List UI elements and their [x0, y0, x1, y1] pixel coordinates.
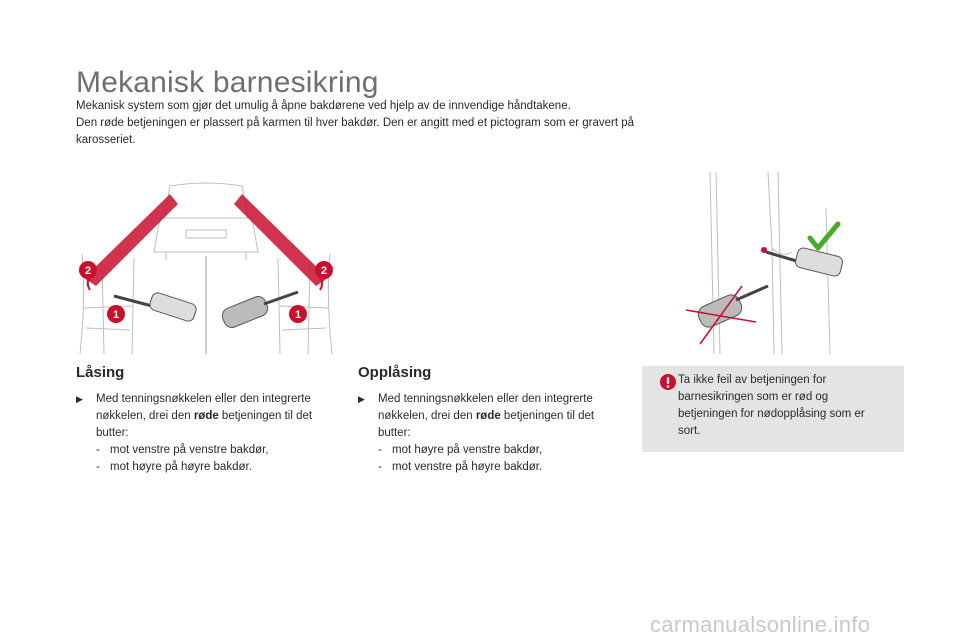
list-item: - mot venstre på venstre bakdør,: [96, 444, 269, 456]
unlocking-text-bold: røde: [475, 410, 501, 422]
warning-text: Ta ikke feil av betjeningen for barnesikringen som er rød og betjeningen for nødopplåsing som er sort.: [678, 374, 865, 437]
callout-2-left-icon: [79, 261, 97, 279]
child-lock-diagram: [74, 178, 338, 354]
callout-1-left-icon: [107, 305, 125, 323]
list-item: - mot høyre på høyre bakdør.: [96, 461, 252, 473]
unlocking-section: [358, 364, 618, 476]
unlocking-instruction: [358, 391, 618, 442]
page-title: Mekanisk barnesikring: [76, 66, 379, 99]
svg-text:1: 1: [294, 309, 302, 321]
callout-2-right-icon: [315, 261, 333, 279]
locking-text-b: betjeningen til det butter:: [96, 410, 313, 439]
unlocking-text-a: Med tenningsnøkkelen eller den integrerte nøkkelen, drei den: [378, 393, 593, 422]
list-item: - mot venstre på høyre bakdør.: [378, 461, 543, 473]
bullet-icon: ▶: [358, 394, 365, 404]
intro-line-1: Mekanisk system som gjør det umulig å åpne bakdørene ved hjelp av de innvendige håndtakene.: [76, 100, 571, 112]
intro-line-2: Den røde betjeningen er plassert på karmen til hver bakdør. Den er angitt med et pictogram som er gravert på karosseriet.: [76, 117, 635, 146]
svg-text:2: 2: [320, 265, 328, 277]
locking-text-a: Med tenningsnøkkelen eller den integrerte nøkkelen, drei den: [96, 393, 311, 422]
correct-control-diagram: [676, 168, 866, 354]
warning-box: [642, 366, 904, 452]
key-right: [220, 292, 298, 330]
svg-text:1: 1: [112, 309, 120, 321]
callout-1-right-icon: [289, 305, 307, 323]
key-left: [114, 291, 198, 322]
intro-text: [76, 98, 636, 149]
locking-heading: Låsing: [76, 364, 125, 381]
locking-section: [76, 364, 336, 476]
locking-text-bold: røde: [193, 410, 219, 422]
warning-icon: [660, 374, 676, 390]
unlocking-text-b: betjeningen til det butter:: [378, 410, 595, 439]
unlocking-heading: Opplåsing: [358, 364, 432, 381]
locking-instruction: [76, 391, 336, 442]
check-icon: [810, 224, 838, 248]
watermark: carmanualsonline.info: [650, 612, 871, 637]
svg-text:2: 2: [84, 265, 92, 277]
bullet-icon: ▶: [76, 394, 83, 404]
list-item: - mot høyre på venstre bakdør,: [378, 444, 543, 456]
